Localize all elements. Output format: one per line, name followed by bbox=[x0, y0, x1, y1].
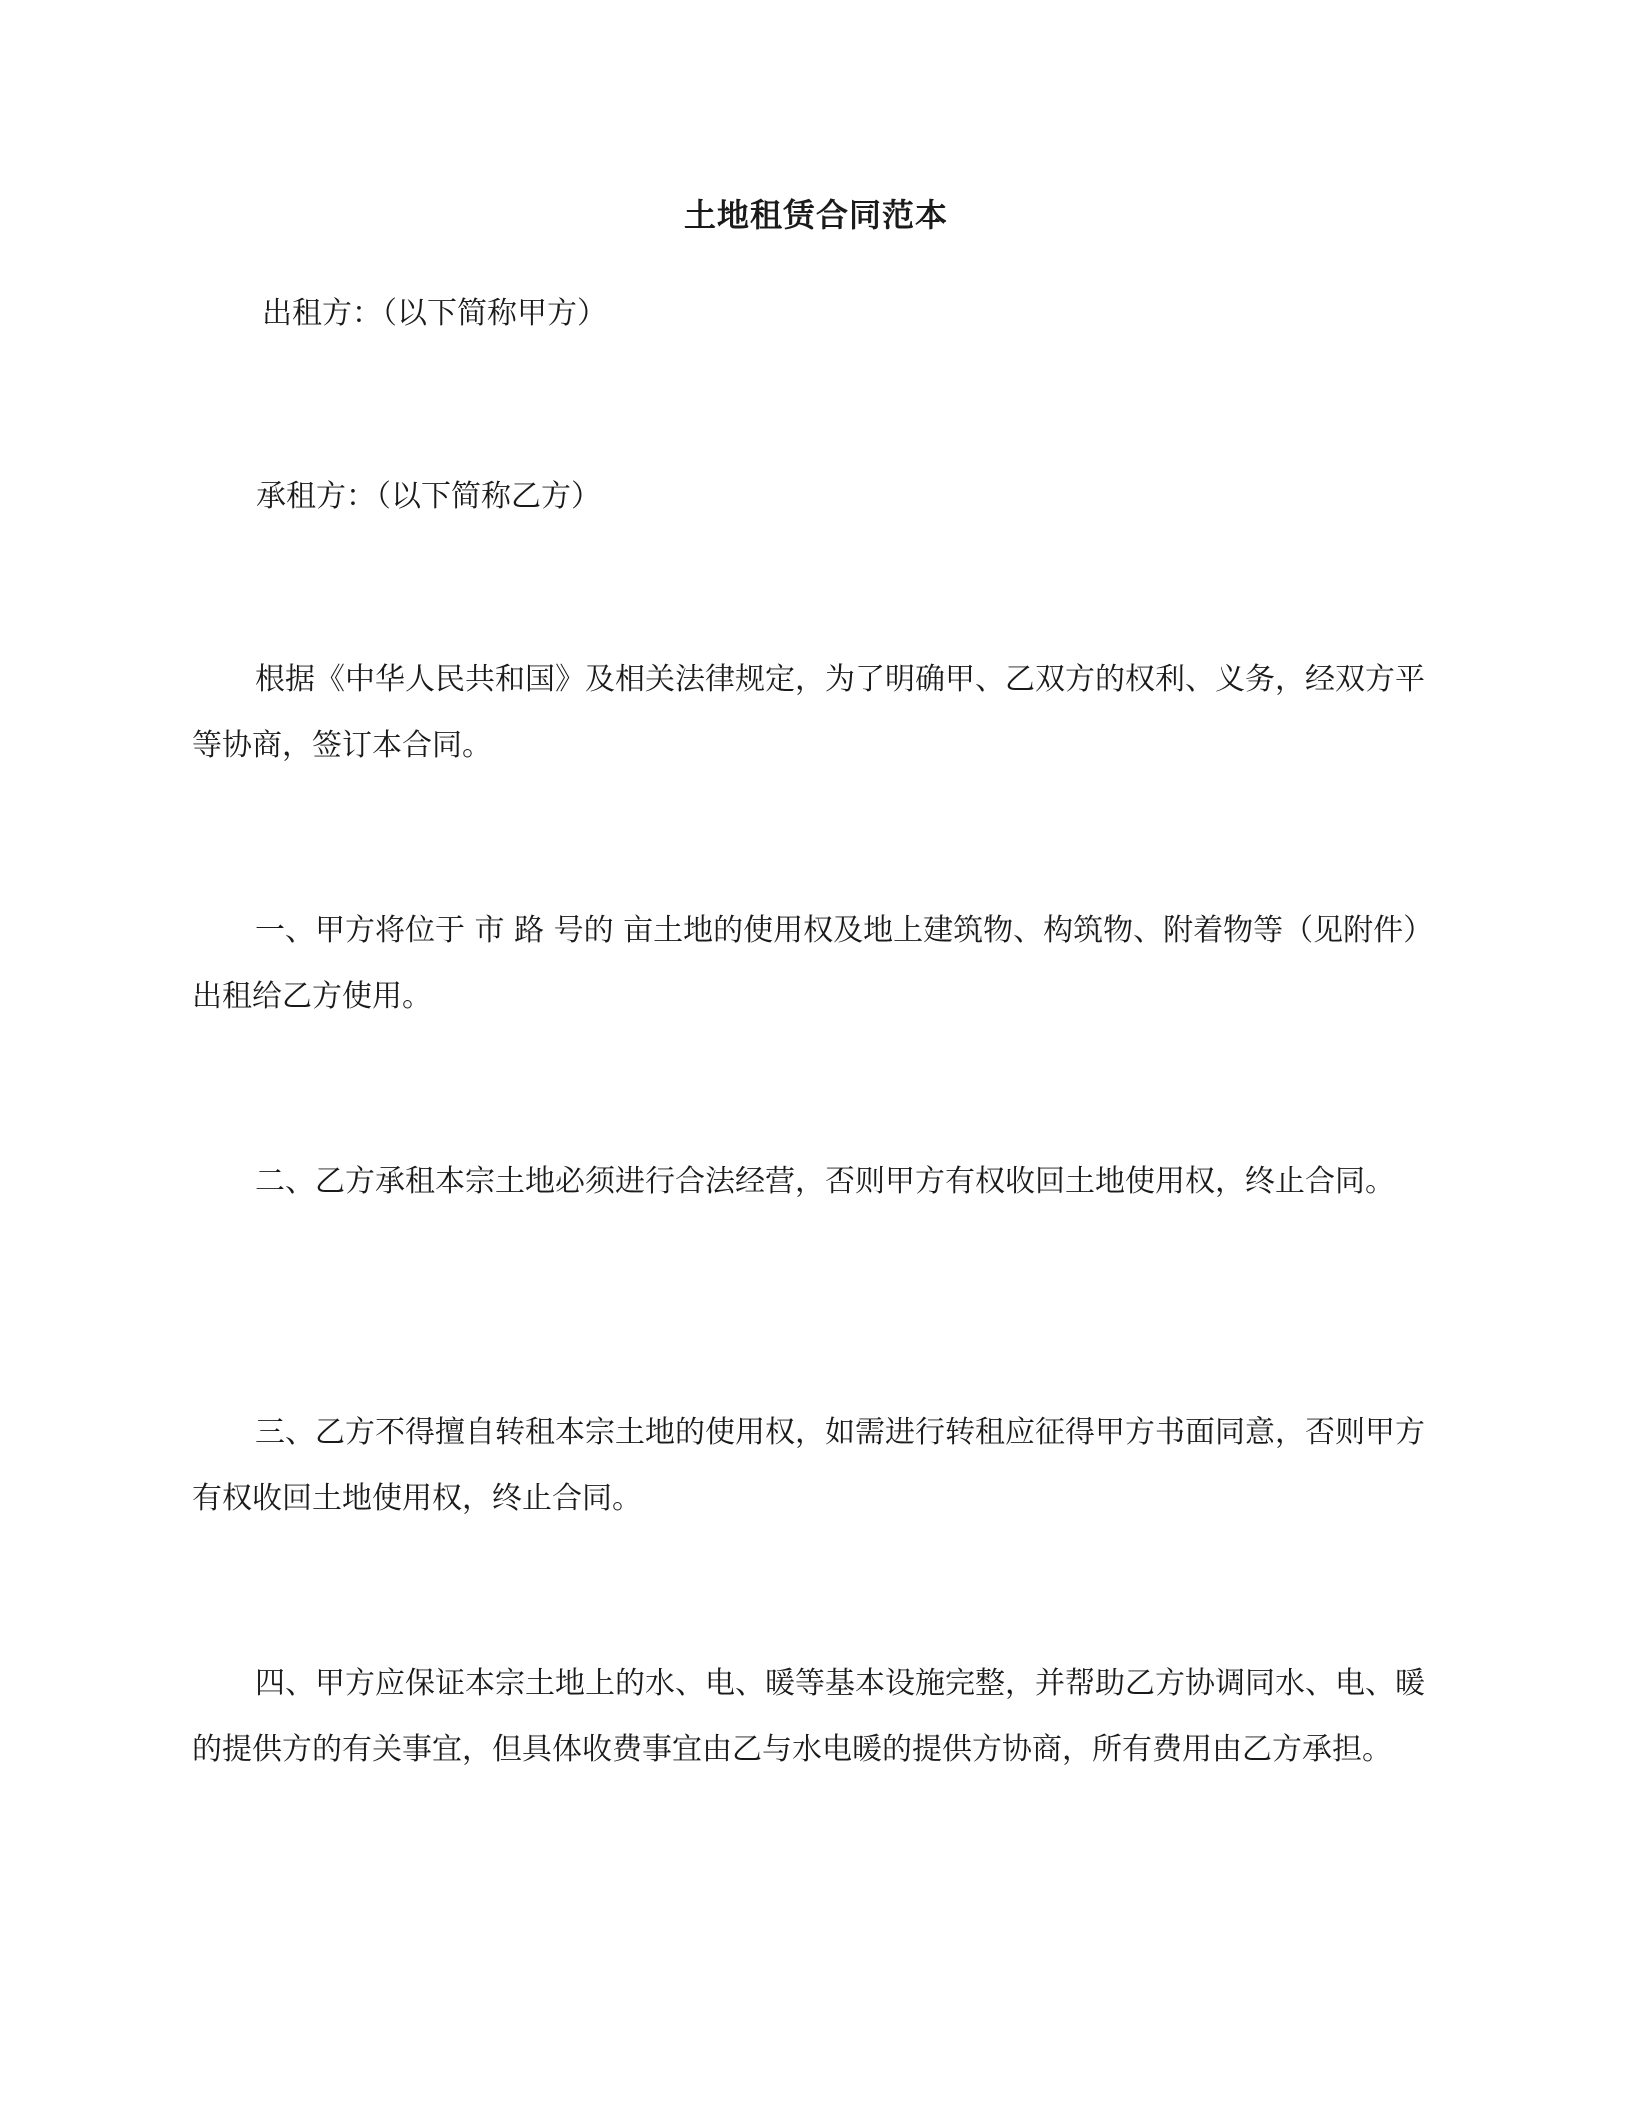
lessee-line: 承租方：（以下简称乙方） bbox=[256, 479, 601, 514]
clause-1-paragraph: 一、甲方将位于 市 路 号的 亩土地的使用权及地上建筑物、构筑物、附着物等（见附件）出租给乙方使用。 bbox=[192, 913, 1434, 1014]
lessor-line: 出租方：（以下简称甲方） bbox=[262, 296, 607, 331]
document-title: 土地租赁合同范本 bbox=[683, 196, 948, 234]
clause-3-paragraph: 三、乙方不得擅自转租本宗土地的使用权，如需进行转租应征得甲方书面同意，否则甲方有权收回土地使用权，终止合同。 bbox=[192, 1415, 1425, 1516]
clause-4-paragraph: 四、甲方应保证本宗土地上的水、电、暖等基本设施完整，并帮助乙方协调同水、电、暖的提供方的有关事宜，但具体收费事宜由乙与水电暖的提供方协商，所有费用由乙方承担。 bbox=[192, 1666, 1425, 1767]
clause-2-paragraph: 二、乙方承租本宗土地必须进行合法经营，否则甲方有权收回土地使用权，终止合同。 bbox=[255, 1164, 1395, 1199]
intro-paragraph: 根据《中华人民共和国》及相关法律规定，为了明确甲、乙双方的权利、义务，经双方平等协商，签订本合同。 bbox=[192, 662, 1425, 763]
